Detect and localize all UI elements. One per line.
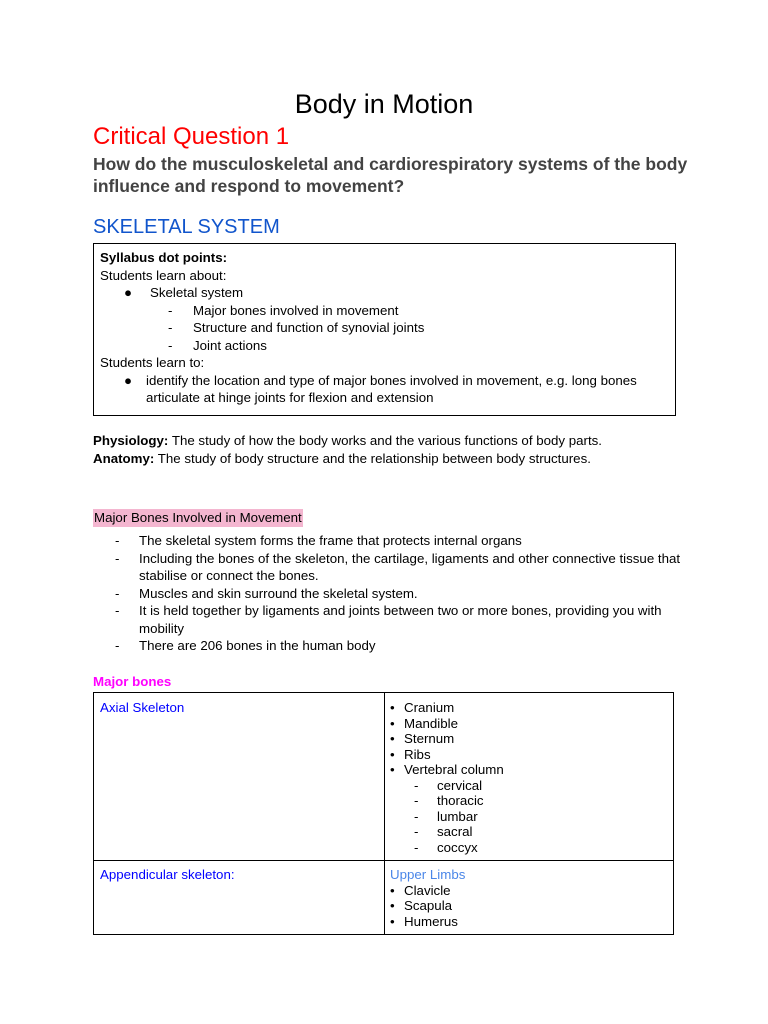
bullet-icon: • <box>390 731 395 746</box>
vertebra-name: lumbar <box>437 808 478 824</box>
syllabus-subtopic <box>100 337 669 355</box>
syllabus-subtopic-label: Joint actions <box>193 337 267 353</box>
definition-physiology <box>93 432 693 450</box>
definition-text: The study of body structure and the relationship between body structures. <box>154 451 591 466</box>
bone-name: Ribs <box>404 746 431 762</box>
upper-limbs-label: Upper Limbs <box>390 867 466 882</box>
syllabus-subtopic-label: Structure and function of synovial joints <box>193 320 425 335</box>
table-row <box>390 762 504 778</box>
table-row <box>390 840 504 856</box>
table-row <box>390 883 465 899</box>
learn-to-item <box>100 372 660 407</box>
dash-icon: - <box>115 550 120 566</box>
major-bones-label: Major bones <box>93 674 172 689</box>
bone-name: Clavicle <box>404 882 451 898</box>
learn-about-label: Students learn about: <box>100 267 227 283</box>
dash-icon: - <box>414 793 419 808</box>
list-item-text: There are 206 bones in the human body <box>139 638 376 653</box>
list-item-text: It is held together by ligaments and joints between two or more bones, providing you with mobility <box>139 603 662 636</box>
definition-anatomy <box>93 450 693 468</box>
table-row <box>390 778 504 794</box>
bone-name: Cranium <box>404 700 455 715</box>
bullet-icon: • <box>390 746 395 762</box>
syllabus-heading: Syllabus dot points: <box>100 250 228 265</box>
definition-term: Anatomy: <box>93 451 155 466</box>
vertebra-name: sacral <box>437 824 473 839</box>
table-row <box>390 809 504 825</box>
dash-icon: - <box>168 302 173 318</box>
vertebra-name: coccyx <box>437 839 478 855</box>
table-row <box>390 793 504 809</box>
dash-icon: - <box>414 777 419 793</box>
dash-icon: - <box>414 808 419 824</box>
table-row <box>390 716 504 732</box>
document-title: Body in Motion <box>294 89 474 119</box>
dash-icon: - <box>115 533 120 548</box>
table-row <box>390 824 504 840</box>
definition-term: Physiology: <box>93 433 169 448</box>
bone-name: Mandible <box>404 715 458 731</box>
list-item <box>93 637 683 655</box>
bullet-icon: • <box>390 913 395 929</box>
bone-name: Humerus <box>404 913 458 929</box>
dash-icon: - <box>115 638 120 653</box>
table-divider <box>94 860 673 861</box>
dash-icon: - <box>168 320 173 335</box>
table-row <box>390 898 465 914</box>
vertebra-name: cervical <box>437 777 483 793</box>
bone-name: Vertebral column <box>404 762 504 777</box>
learn-to-label: Students learn to: <box>100 355 205 370</box>
dash-icon: - <box>414 824 419 839</box>
dash-icon: - <box>414 839 419 855</box>
syllabus-subtopic <box>100 319 669 337</box>
critical-question-text: How do the musculoskeletal and cardiorespiratory systems of the body influence and respond to movement? <box>93 154 688 196</box>
bullet-icon: • <box>390 882 395 898</box>
syllabus-box <box>93 243 676 416</box>
table-row <box>390 914 465 930</box>
syllabus-topic <box>100 284 669 302</box>
syllabus-subtopic <box>100 302 669 320</box>
major-bones-movement-heading: Major Bones Involved in Movement <box>94 510 302 525</box>
bone-name: Scapula <box>404 898 453 913</box>
bullet-icon: • <box>390 700 395 715</box>
table-row <box>390 747 504 763</box>
dash-icon: - <box>115 603 120 618</box>
list-item <box>93 585 683 603</box>
critical-question-heading: Critical Question 1 <box>93 123 290 150</box>
list-item-text: Muscles and skin surround the skeletal system. <box>139 585 418 601</box>
syllabus-subtopic-label: Major bones involved in movement <box>193 302 399 318</box>
section-heading: SKELETAL SYSTEM <box>93 216 280 238</box>
dash-icon: - <box>115 585 120 601</box>
vertebra-name: thoracic <box>437 793 484 808</box>
major-bones-table <box>93 692 674 935</box>
syllabus-topic-label: Skeletal system <box>150 285 244 300</box>
bones-points-list <box>93 532 683 655</box>
definition-text: The study of how the body works and the various functions of body parts. <box>168 433 603 448</box>
list-item-text: The skeletal system forms the frame that protects internal organs <box>139 533 522 548</box>
appendicular-skeleton-label: Appendicular skeleton: <box>100 867 235 882</box>
definitions <box>93 432 693 468</box>
appendicular-items-cell <box>390 867 465 929</box>
axial-items-cell <box>390 700 504 855</box>
learn-to-item-text: identify the location and type of major bones involved in movement, e.g. long bones articulate at hinge joints for flexion and extension <box>146 372 637 405</box>
table-row <box>390 731 504 747</box>
bullet-icon: • <box>390 715 395 731</box>
bullet-icon: • <box>390 898 395 913</box>
list-item <box>93 532 683 550</box>
bone-name: Sternum <box>404 731 455 746</box>
list-item <box>93 550 683 585</box>
table-row <box>390 700 504 716</box>
dash-icon: - <box>168 337 173 353</box>
list-item <box>93 602 683 637</box>
bullet-icon: ● <box>124 372 133 388</box>
bullet-icon: ● <box>124 285 133 300</box>
list-item-text: Including the bones of the skeleton, the cartilage, ligaments and other connective tissue that stabilise or connect the bones. <box>139 550 681 583</box>
bullet-icon: • <box>390 762 395 777</box>
axial-skeleton-label: Axial Skeleton <box>100 700 185 715</box>
table-divider <box>384 693 385 934</box>
